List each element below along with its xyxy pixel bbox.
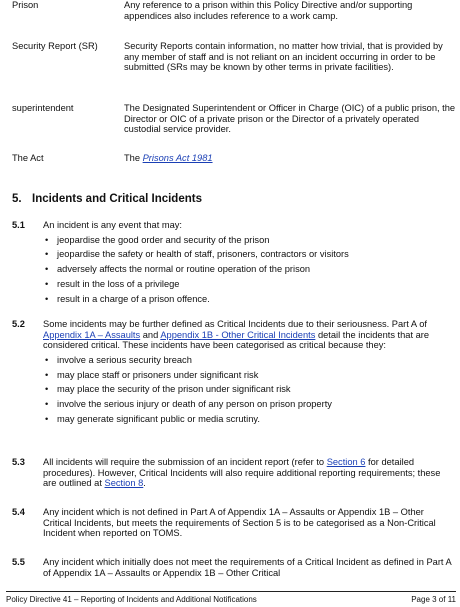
paragraph-5-5 xyxy=(12,557,452,578)
section-number: 5. xyxy=(12,193,22,205)
list-item: • jeopardise the safety or health of staff, prisoners, contractors or visitors xyxy=(43,247,452,262)
definition-text xyxy=(124,153,457,164)
text-run: detail the incidents that are considered critical. These incidents have been categorised as critical because they: xyxy=(43,329,430,351)
list-item: • result in a charge of a prison offence. xyxy=(43,292,452,307)
definition-row xyxy=(12,153,457,164)
section-heading xyxy=(12,193,202,205)
bullet-list xyxy=(43,353,452,427)
section-title: Incidents and Critical Incidents xyxy=(32,193,202,205)
paragraph-body: Any incident which initially does not meet the requirements of a Critical Incident as defined in Part A of Appendix 1A – Assaults or Appendix 1B – Other Critical xyxy=(43,557,452,578)
list-item: • involve the serious injury or death of any person on prison property xyxy=(43,397,452,412)
definition-row xyxy=(12,0,457,21)
definition-term: Prison xyxy=(12,0,39,10)
definition-row xyxy=(12,103,457,135)
list-item: • may place the security of the prison under significant risk xyxy=(43,382,452,397)
definition-text: The Designated Superintendent or Officer in Charge (OIC) of a public prison, the Director or OIC of a private prison or the Director of a privately operated custodial service provider. xyxy=(124,103,456,135)
appendix-1b-link[interactable]: Appendix 1B - Other Critical Incidents xyxy=(160,329,316,340)
paragraph-number: 5.5 xyxy=(12,557,25,567)
definition-term: superintendent xyxy=(12,103,74,113)
bullet-list xyxy=(43,233,452,307)
list-item: • involve a serious security breach xyxy=(43,353,452,368)
definition-text: Security Reports contain information, no matter how trivial, that is provided by any member of staff and is not reliant on an incident occurring in order to be submitted (SRs may be known by other terms in private facilities). xyxy=(124,41,443,73)
list-item: • may place staff or prisoners under significant risk xyxy=(43,368,452,383)
definition-prefix: The xyxy=(124,153,143,163)
list-item: • jeopardise the good order and security of the prison xyxy=(43,233,452,248)
definition-row xyxy=(12,41,457,73)
text-run: and xyxy=(140,329,161,340)
paragraph-body: Any incident which is not defined in Part A of Appendix 1A – Assaults or Appendix 1B – Other Critical Incidents, but meets the requirements of Section 5 is to be categorised as a Non-Critical Incident when reported on TOMS. xyxy=(43,507,436,539)
paragraph-number: 5.3 xyxy=(12,457,25,467)
text-run: . xyxy=(143,478,146,489)
paragraph-number: 5.2 xyxy=(12,319,25,329)
paragraph-5-2 xyxy=(12,319,452,427)
paragraph-number: 5.1 xyxy=(12,220,25,230)
appendix-1a-link[interactable]: Appendix 1A – Assaults xyxy=(43,329,141,340)
page-number: Page 3 of 11 xyxy=(411,595,456,604)
definition-text: Any reference to a prison within this Policy Directive and/or supporting appendices also includes reference to a work camp. xyxy=(124,0,413,21)
paragraph-5-1 xyxy=(12,220,452,307)
section-6-link[interactable]: Section 6 xyxy=(326,457,366,467)
text-run: Some incidents may be further defined as Critical Incidents due to their seriousness. Part A of xyxy=(43,319,427,329)
paragraph-number: 5.4 xyxy=(12,507,25,517)
definition-term: The Act xyxy=(12,153,44,163)
paragraph-body xyxy=(43,457,452,489)
prisons-act-link[interactable]: Prisons Act 1981 xyxy=(142,153,213,163)
definition-term: Security Report (SR) xyxy=(12,41,98,51)
paragraph-5-3 xyxy=(12,457,452,489)
text-run: All incidents will require the submission of an incident report (refer to xyxy=(43,457,327,467)
text-run: for detailed procedures). However, Critical Incidents will also require additional reporting requirements; these are outlined at xyxy=(43,457,441,489)
list-item: • adversely affects the normal or routine operation of the prison xyxy=(43,262,452,277)
paragraph-intro: An incident is any event that may: xyxy=(43,220,183,230)
section-8-link[interactable]: Section 8 xyxy=(104,478,144,489)
page-footer xyxy=(6,591,456,604)
list-item: • may generate significant public or media scrutiny. xyxy=(43,412,452,427)
list-item: • result in the loss of a privilege xyxy=(43,277,452,292)
footer-title: Policy Directive 41 – Reporting of Incidents and Additional Notifications xyxy=(6,595,257,604)
paragraph-body xyxy=(43,319,452,351)
paragraph-5-4 xyxy=(12,507,452,539)
